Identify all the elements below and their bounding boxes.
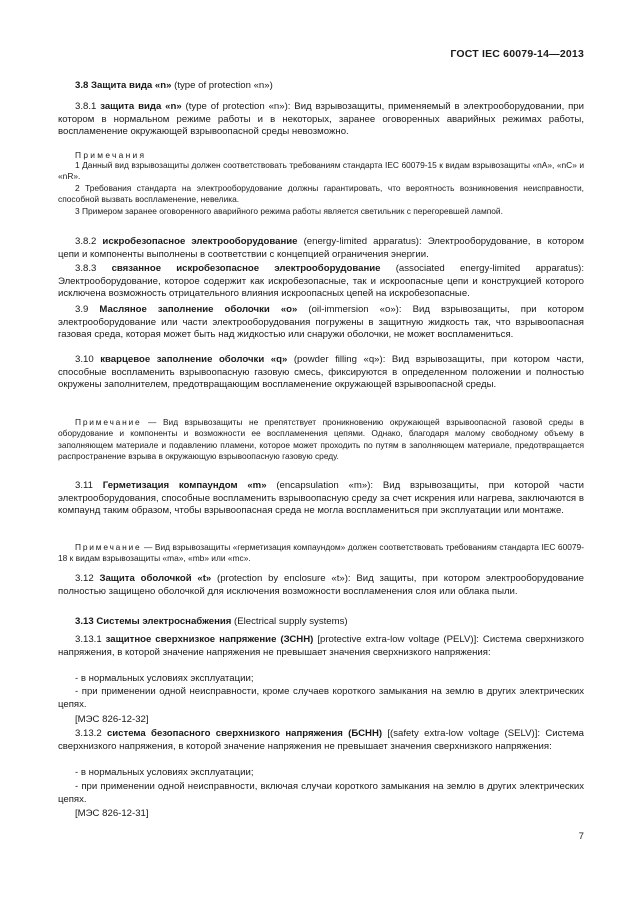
clause-3-8-1 — [58, 101, 584, 139]
clause-definition: (oil-immersion «o»): Вид взрывозащиты, при котором электрооборудование или части электрооборудования погружены в защитную жидкость так, что взрывоопасная газовая среда, которая может быть над жидкостью или снаружи оболочки, не может воспламениться. — [58, 304, 584, 341]
clause-definition: (powder filling «q»): Вид взрывозащиты, при котором части, способные воспламенить взрывоопасную газовую смесь, фиксируются в определенном положении и полностью окружены заполнителем, предотвращающим воспламенение окружающей взрывоопасной среды. — [58, 354, 584, 391]
section-3-8-english: (type of protection «n») — [171, 80, 273, 91]
clause-number: 3.8.3 — [75, 263, 112, 274]
clause-term: система безопасного сверхнизкого напряжения (БСНН) — [106, 728, 383, 739]
note-3-8-1: 1 Данный вид взрывозащиты должен соответствовать требованиям стандарта IEC 60079-15 к видам взрывозащиты «nA», «nC» и «nR». — [58, 160, 584, 182]
notes-heading: Примечания — [75, 150, 147, 160]
clause-term: связанное искробезопасное электрооборудование — [111, 263, 381, 274]
note-3-10 — [58, 417, 584, 463]
page-number: 7 — [578, 831, 584, 842]
clause-number: 3.13.2 — [75, 728, 107, 739]
clause-number: 3.11 — [75, 480, 103, 491]
note-text: — Вид взрывозащиты не препятствует проникновению окружающей взрывоопасной газовой среды в оборудование и компоненты и возможности ее воспламенения цепями. Однако, благодаря малому свободному объему в заполняющем материале и подавлению пламени, которое может проходить по путям в заполняющем материале, предотвращается распространение взрыва в окружающую взрывоопасную газовую среду. — [58, 417, 584, 462]
note-3-11 — [58, 542, 584, 565]
clause-3-8-3 — [58, 263, 584, 301]
clause-term: искробезопасное электрооборудование — [102, 236, 298, 247]
clause-term: кварцевое заполнение оболочки «q» — [100, 354, 288, 365]
clause-definition: (protection by enclosure «t»): Вид защиты, при котором электрооборудование полностью защищено оболочкой для исключения возможности воспламенения слоя или облака пыли. — [58, 573, 585, 597]
clause-3-11 — [58, 480, 584, 518]
clause-number: 3.13.1 — [75, 634, 106, 645]
note-label: Примечание — [75, 542, 142, 552]
clause-3-13-1 — [58, 634, 584, 659]
section-3-13-heading — [75, 616, 585, 629]
note-3-8-3: 3 Примером заранее оговоренного аварийного режима работы является светильник с перегоревшей лампой. — [75, 206, 503, 216]
note-3-8-2: 2 Требования стандарта на электрооборудование должны гарантировать, что вероятность возникновения неисправности, способной вызвать воспламенение, невелика. — [58, 183, 584, 205]
clause-definition: (type of protection «n»): Вид взрывозащиты, применяемый в электрооборудовании, при котором в нормальном режиме работы и в некоторых, заранее оговоренных аварийных режимах работы, воспламенение окружающей взрывоопасной среды невозможно. — [58, 101, 584, 138]
note-label: Примечание — [75, 417, 142, 427]
note-text: — Вид взрывозащиты «герметизация компаундом» должен соответствовать требованиям стандарта IEC 60079-18 к видам взрывозащиты «ma», «mb» или «mc». — [58, 542, 584, 564]
clause-term: защита вида «n» — [100, 101, 182, 112]
clause-3-13-1-item-2: - при применении одной неисправности, кроме случаев короткого замыкания на землю в других электрических цепях. — [58, 686, 584, 710]
clause-definition: (energy-limited apparatus): Электрооборудование, в котором цепи и компоненты выполнены в соответствии с концепцией ограничения энергии. — [58, 236, 584, 260]
clause-definition: [protective extra-low voltage (PELV)]: Система сверхнизкого напряжения, в которой значение напряжения не превышает значения сверхнизкого напряжения: — [58, 634, 584, 658]
clause-term: Защита оболочкой «t» — [99, 573, 212, 584]
clause-3-13-2-item-1: - в нормальных условиях эксплуатации; — [75, 767, 254, 778]
clause-3-13-2-item-2: - при применении одной неисправности, включая случаи короткого замыкания на землю в других электрических цепях. — [58, 781, 584, 805]
clause-definition: (associated energy-limited apparatus): Электрооборудование, которое содержит как искробезопасные, так и искроопасные цепи и конструкцией которого исключена возможность отрицательного влияния искроопасных цепей на искробезопасные. — [58, 263, 584, 300]
clause-term: Герметизация компаундом «m» — [102, 480, 267, 491]
section-3-8-heading — [75, 80, 585, 93]
section-3-13-title: 3.13 Системы электроснабжения — [75, 616, 232, 627]
section-3-13-english: (Electrical supply systems) — [231, 616, 348, 627]
clause-number: 3.9 — [75, 304, 100, 315]
clause-3-13-1-reference: [МЭС 826-12-32] — [75, 714, 149, 725]
clause-3-8-2 — [58, 236, 584, 261]
clause-number: 3.8.1 — [75, 101, 101, 112]
clause-number: 3.8.2 — [75, 236, 103, 247]
clause-3-13-1-item-1: - в нормальных условиях эксплуатации; — [75, 673, 254, 684]
document-code-header: ГОСТ IEC 60079-14—2013 — [450, 48, 584, 60]
clause-3-9 — [58, 304, 584, 342]
clause-3-13-2-reference: [МЭС 826-12-31] — [75, 808, 149, 819]
clause-number: 3.12 — [75, 573, 100, 584]
clause-definition: (encapsulation «m»): Вид взрывозащиты, при которой части электрооборудования, способные воспламенить взрывоопасную среду за счет искрения или нагрева, заключаются в компаунд таким образом, чтобы взрывоопасная среда не могла воспламениться при эксплуатации или монтаже. — [58, 480, 585, 517]
clause-term: защитное сверхнизкое напряжение (ЗСНН) — [105, 634, 314, 645]
clause-3-13-2 — [58, 728, 584, 753]
clause-term: Масляное заполнение оболочки «o» — [99, 304, 298, 315]
clause-definition: [(safety extra-low voltage (SELV)]: Система сверхнизкого напряжения, в которой значение напряжения не превышает значения сверхнизкого напряжения: — [58, 728, 584, 752]
clause-3-10 — [58, 354, 584, 392]
clause-3-12 — [58, 573, 584, 598]
clause-number: 3.10 — [75, 354, 101, 365]
section-3-8-title: 3.8 Защита вида «n» — [75, 80, 172, 91]
